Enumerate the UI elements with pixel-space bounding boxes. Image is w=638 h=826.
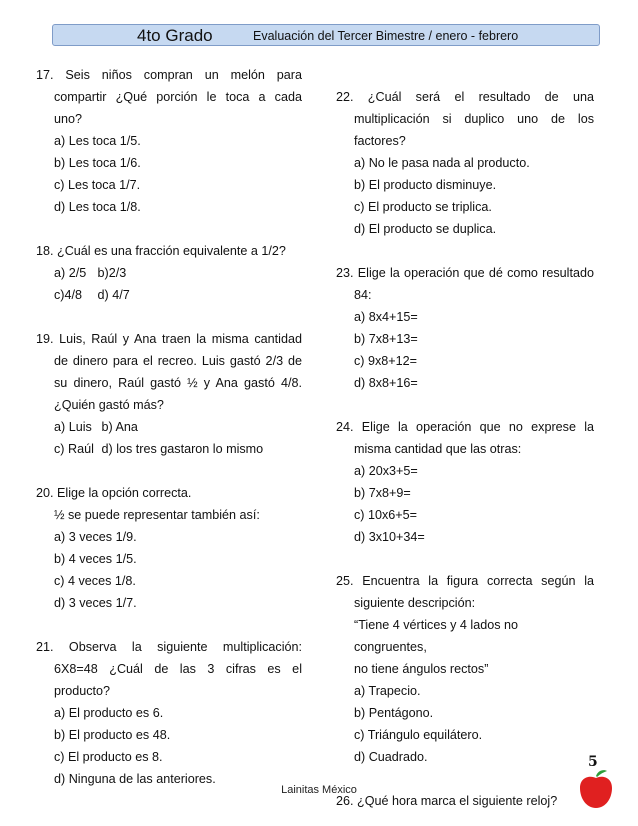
option: d) El producto se duplica. — [354, 222, 497, 236]
option: d) 3x10+34= — [354, 530, 425, 544]
question-line: compartir ¿Qué porción le toca a cada — [54, 90, 302, 104]
question-line: multiplicación si duplico uno de los — [354, 112, 594, 126]
option: c) 9x8+12= — [354, 354, 418, 368]
question-line: uno? — [54, 112, 83, 126]
option: a) 8x4+15= — [354, 310, 418, 324]
question-line: ½ se puede representar también así: — [54, 508, 260, 522]
option: a) 3 veces 1/9. — [54, 530, 137, 544]
page-number: 5 — [588, 754, 598, 770]
question-23 — [336, 262, 594, 394]
option: c) 4 veces 1/8. — [54, 574, 136, 588]
option: c)4/8 — [54, 288, 82, 302]
option: d) Cuadrado. — [354, 750, 428, 764]
option: b) Ana — [101, 420, 138, 434]
option: a) El producto es 6. — [54, 706, 164, 720]
question-line: 24. Elige la operación que no exprese la — [336, 420, 594, 434]
option: d) Les toca 1/8. — [54, 200, 141, 214]
question-24 — [336, 416, 594, 548]
question-line: misma cantidad que las otras: — [354, 442, 522, 456]
option: b) Pentágono. — [354, 706, 434, 720]
question-line: 21. Observa la siguiente multiplicación: — [36, 640, 302, 654]
option: d) Ninguna de las anteriores. — [54, 772, 216, 786]
question-21 — [36, 636, 302, 790]
option: d) 3 veces 1/7. — [54, 596, 137, 610]
question-line: “Tiene 4 vértices y 4 lados no congruentes, — [354, 618, 519, 654]
option-row — [36, 284, 302, 306]
option: a) Luis — [54, 420, 92, 434]
option: c) Triángulo equilátero. — [354, 728, 483, 742]
question-25 — [336, 570, 594, 768]
question-20 — [36, 482, 302, 614]
option: c) Raúl — [54, 442, 94, 456]
option: c) 10x6+5= — [354, 508, 418, 522]
option-row — [36, 438, 302, 460]
option: b) 7x8+13= — [354, 332, 418, 346]
question-17 — [36, 64, 302, 218]
right-column — [336, 86, 594, 812]
exam-title: Evaluación del Tercer Bimestre / enero - febrero — [253, 29, 519, 43]
option: a) 20x3+5= — [354, 464, 418, 478]
question-line: 20. Elige la opción correcta. — [36, 486, 192, 500]
question-22 — [336, 86, 594, 240]
question-18 — [36, 240, 302, 306]
question-line: factores? — [354, 134, 406, 148]
option: d) 4/7 — [97, 288, 130, 302]
option: d) 8x8+16= — [354, 376, 418, 390]
option: c) El producto es 8. — [54, 750, 163, 764]
question-line: 17. Seis niños compran un melón para — [36, 68, 302, 82]
option: b) 4 veces 1/5. — [54, 552, 137, 566]
question-line: no tiene ángulos rectos” — [354, 662, 489, 676]
option-row — [36, 262, 302, 284]
option: b) El producto es 48. — [54, 728, 171, 742]
option: b) Les toca 1/6. — [54, 156, 141, 170]
left-column — [36, 64, 302, 790]
question-line: 84: — [354, 288, 372, 302]
question-line: de dinero para el recreo. Luis gastó 2/3 de — [54, 354, 302, 368]
option: c) El producto se triplica. — [354, 200, 492, 214]
option: a) Trapecio. — [354, 684, 421, 698]
question-line: producto? — [54, 684, 111, 698]
option: a) 2/5 — [54, 266, 87, 280]
question-line: 25. Encuentra la figura correcta según la — [336, 574, 594, 588]
option: a) Les toca 1/5. — [54, 134, 141, 148]
question-line: 23. Elige la operación que dé como resultado — [336, 266, 594, 280]
question-19 — [36, 328, 302, 460]
option: a) No le pasa nada al producto. — [354, 156, 530, 170]
footer-text: Lainitas México — [281, 784, 357, 796]
question-line: siguiente descripción: — [354, 596, 476, 610]
question-line: 18. ¿Cuál es una fracción equivalente a 1/2? — [36, 244, 286, 258]
option: b)2/3 — [97, 266, 127, 280]
option: c) Les toca 1/7. — [54, 178, 141, 192]
question-line: su dinero, Raúl gastó ½ y Ana gastó 4/8. — [54, 376, 302, 390]
option: b) El producto disminuye. — [354, 178, 497, 192]
question-line: 19. Luis, Raúl y Ana traen la misma cantidad — [36, 332, 302, 346]
grade-label: 4to Grado — [137, 26, 213, 45]
option: b) 7x8+9= — [354, 486, 411, 500]
option-row — [36, 416, 302, 438]
option: d) los tres gastaron lo mismo — [101, 442, 264, 456]
header-banner — [52, 24, 600, 46]
question-line: 26. ¿Qué hora marca el siguiente reloj? — [336, 794, 558, 808]
question-line: 6X8=48 ¿Cuál de las 3 cifras es el — [54, 662, 302, 676]
question-line: 22. ¿Cuál será el resultado de una — [336, 90, 594, 104]
question-line: ¿Quién gastó más? — [54, 398, 164, 412]
